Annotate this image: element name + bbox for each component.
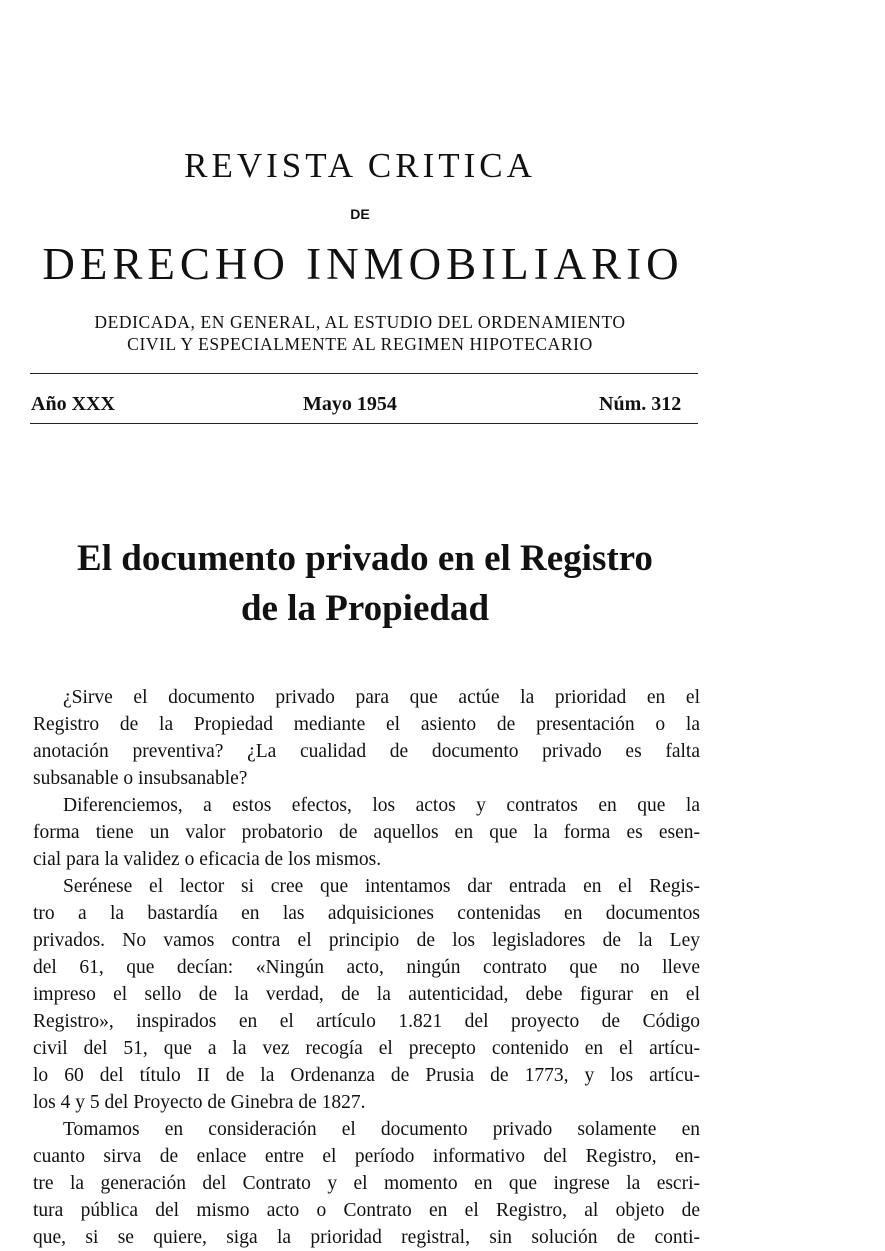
- article-title-line: El documento privado en el Registro: [77, 538, 653, 579]
- article-title-line: de la Propiedad: [240, 588, 490, 629]
- issue-number: Núm. 312: [599, 393, 682, 415]
- divider-top: [30, 373, 698, 374]
- paragraph-line: subsanable o insubsanable?: [33, 768, 248, 789]
- paragraph-line: Tomamos en consideración el documento privado solamente en: [63, 1119, 700, 1140]
- paragraph-line: impreso el sello de la verdad, de la autenticidad, debe figurar en el: [33, 984, 700, 1005]
- paragraph-line: anotación preventiva? ¿La cualidad de documento privado es falta: [33, 741, 700, 762]
- paragraph-line: del 61, que decían: «Ningún acto, ningún contrato que no lleve: [33, 957, 700, 978]
- paragraph-line: tre la generación del Contrato y el momento en que ingrese la escri-: [33, 1173, 700, 1194]
- paragraph-line: tura pública del mismo acto o Contrato en el Registro, al objeto de: [33, 1200, 700, 1221]
- paragraph-line: Registro», inspirados en el artículo 1.821 del proyecto de Código: [33, 1011, 700, 1032]
- paragraph-line: cial para la validez o eficacia de los mismos.: [33, 849, 382, 870]
- issue-year: Año XXX: [31, 393, 115, 415]
- paragraph-line: que, si se quiere, siga la prioridad registral, sin solución de conti-: [33, 1227, 700, 1248]
- paragraph-line: ¿Sirve el documento privado para que actúe la prioridad en el: [63, 687, 700, 708]
- paragraph-line: Registro de la Propiedad mediante el asiento de presentación o la: [33, 714, 700, 735]
- paragraph-line: forma tiene un valor probatorio de aquellos en que la forma es esen-: [33, 822, 700, 843]
- paragraph-line: privados. No vamos contra el principio de los legisladores de la Ley: [33, 930, 700, 951]
- journal-subtitle-line: CIVIL Y ESPECIALMENTE AL REGIMEN HIPOTECARIO: [127, 334, 593, 354]
- paragraph-line: Diferenciemos, a estos efectos, los actos y contratos en que la: [63, 795, 700, 816]
- divider-bottom: [30, 423, 698, 424]
- journal-title-line-2: DE: [350, 206, 370, 222]
- paragraph-line: lo 60 del título II de la Ordenanza de Prusia de 1773, y los artícu-: [33, 1065, 700, 1086]
- issue-date: Mayo 1954: [303, 393, 397, 415]
- paragraph-line: Serénese el lector si cree que intentamos dar entrada en el Regis-: [63, 876, 700, 897]
- paragraph-line: tro a la bastardía en las adquisiciones contenidas en documentos: [33, 903, 700, 924]
- journal-subtitle-line: DEDICADA, EN GENERAL, AL ESTUDIO DEL ORDENAMIENTO: [94, 312, 626, 332]
- paragraph-line: los 4 y 5 del Proyecto de Ginebra de 1827.: [33, 1092, 366, 1113]
- journal-title-line-1: REVISTA CRITICA: [184, 146, 536, 185]
- journal-title-line-3: DERECHO INMOBILIARIO: [42, 239, 684, 289]
- paragraph-line: cuanto sirva de enlace entre el período informativo del Registro, en-: [33, 1146, 700, 1167]
- paragraph-line: civil del 51, que a la vez recogía el precepto contenido en el artícu-: [33, 1038, 700, 1059]
